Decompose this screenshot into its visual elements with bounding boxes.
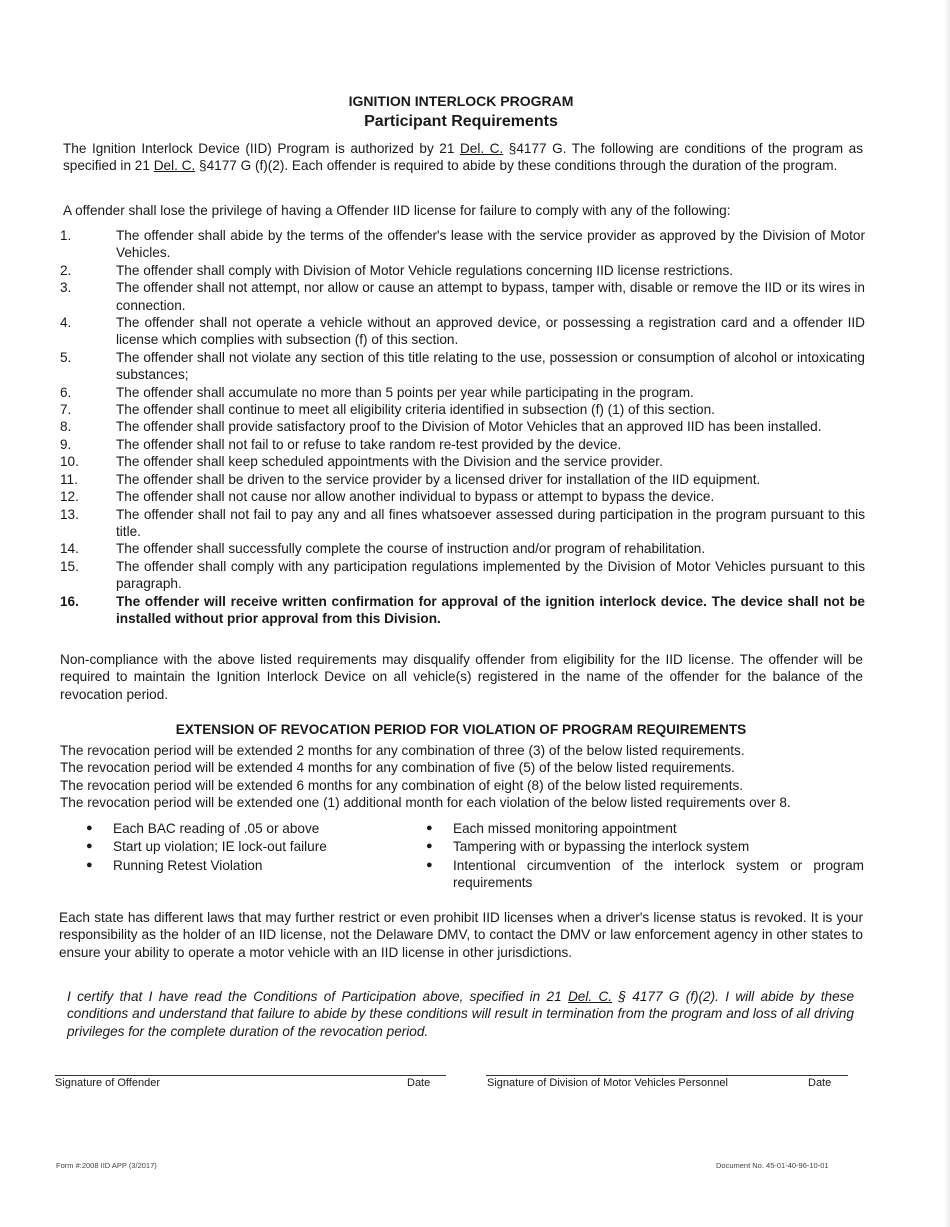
bullet-icon: ● [426,840,433,853]
extension-rule: The revocation period will be extended 6 months for any combination of eight (8) of the below listed requirements. [60,777,744,793]
certification-citation: Del. C. [567,989,613,1004]
offender-date-label: Date [407,1077,431,1089]
dmv-signature-line[interactable] [486,1075,848,1076]
list-item [60,349,865,384]
certification-statement [67,988,854,1040]
list-item [60,558,865,593]
list-item-text: The offender shall continue to meet all eligibility criteria identified in subsection (f) (1) of this section. [116,402,715,418]
list-item-text: The offender shall not attempt, nor allow or cause an attempt to bypass, tamper with, disable or remove the IID or its wires in connection. [116,280,865,313]
list-item-text: The offender shall not violate any section of this title relating to the use, possession or consumption of alcohol or intoxicating substances; [116,349,865,383]
intro-text-1: The Ignition Interlock Device (IID) Program is authorized by 21 [63,141,460,156]
list-item-number: 1. [60,228,72,243]
list-item-text: The offender shall keep scheduled appointments with the Division and the service provider. [116,454,663,470]
offender-signature-line[interactable] [55,1075,446,1076]
list-item-number: 5. [60,349,72,365]
list-item [426,838,864,855]
list-item-text: The offender shall accumulate no more than 5 points per year while participating in the program. [116,384,694,400]
list-item-number: 2. [60,262,72,278]
bullet-icon: ● [426,858,433,871]
list-item [60,488,865,505]
extension-rule: The revocation period will be extended 2 months for any combination of three (3) of the below listed requirements. [60,743,745,758]
page-edge-shadow [944,0,950,1227]
list-item [60,540,865,557]
extension-rule: The revocation period will be extended one (1) additional month for each violation of the below listed requirements over 8. [60,795,791,811]
certification-text-2: § 4177 G (f)(2). I will abide by these conditions and understand that failure to abide by these conditions will result in termination from the program and loss of all driving privileges for the complete duration of the revocation period. [67,989,855,1039]
list-item-text: The offender shall provide satisfactory proof to the Division of Motor Vehicles that an approved IID has been installed. [116,419,822,435]
list-item-number: 4. [60,315,72,331]
list-item-number: 15. [60,558,79,574]
list-item-number: 8. [60,419,72,435]
intro-citation-1: Del. C. [459,141,504,156]
list-item-text: The offender shall be driven to the service provider by a licensed driver for installation of the IID equipment. [116,471,761,487]
list-item [60,227,865,262]
document-subtitle: Participant Requirements [364,113,558,130]
list-item [426,857,864,892]
document-number: Document No. 45-01-40-96-10-01 [716,1161,829,1170]
list-item-text: The offender shall comply with Division of Motor Vehicle regulations concerning IID license restrictions. [116,262,734,278]
dmv-date-label: Date [808,1077,832,1089]
list-item-number: 3. [60,280,72,296]
list-item [60,418,865,435]
extension-rule: The revocation period will be extended 4 months for any combination of five (5) of the below listed requirements. [60,760,735,776]
list-item [60,384,865,401]
list-item-number: 6. [60,384,72,400]
list-item-text: The offender shall not fail to pay any and all fines whatsoever assessed during participation in the program pursuant to this title. [116,506,865,539]
document-title: IGNITION INTERLOCK PROGRAM [348,93,574,109]
list-item-text: Start up violation; IE lock-out failure [113,839,327,855]
list-item-text: The offender shall not fail to or refuse to take random re-test provided by the device. [116,436,622,452]
certification-text-1: I certify that I have read the Conditions of Participation above, specified in 21 [67,989,568,1004]
requirements-list [60,227,865,627]
extension-heading: EXTENSION OF REVOCATION PERIOD FOR VIOLATION OF PROGRAM REQUIREMENTS [175,722,747,737]
intro-text-2: §4177 G. The following are conditions of the program as specified in 21 [63,141,863,174]
state-laws-paragraph: Each state has different laws that may further restrict or even prohibit IID licenses when a driver's license status is revoked. It is your responsibility as the holder of an IID license, not the Delaware DMV, to contact the DMV or law enforcement agency in other states to ensure your ability to operate a motor vehicle with an IID license in other jurisdictions. [59,910,863,960]
list-item [86,857,386,874]
bullet-icon: ● [86,840,93,853]
list-item [60,593,865,628]
list-item [60,436,865,453]
list-item-number: 13. [60,506,79,522]
list-item [86,838,386,855]
list-item [60,453,865,470]
list-item [86,820,386,837]
list-item-text: Each BAC reading of .05 or above [113,821,320,836]
intro-text-3: §4177 G (f)(2). Each offender is required to abide by these conditions through the duration of the program. [195,158,838,174]
form-number: Form #:2008 IID APP (3/2017) [56,1161,157,1170]
offender-signature-label: Signature of Offender [55,1077,160,1089]
violations-list-left [86,820,386,875]
list-item [426,820,864,837]
list-item-number: 16. [60,593,79,609]
list-item-text: The offender shall abide by the terms of the offender's lease with the service provider as approved by the Division of Motor Vehicles. [116,228,865,261]
list-item [60,314,865,349]
intro-paragraph [63,140,863,175]
list-item-number: 9. [60,436,72,452]
list-item-text: Intentional circumvention of the interlock system or program requirements [453,857,864,891]
violations-list-right [426,820,864,893]
list-item-number: 14. [60,541,79,557]
list-item [60,471,865,488]
list-item-number: 7. [60,402,72,418]
list-item [60,401,865,418]
list-item-number: 10. [60,454,79,470]
extension-rules [60,742,880,812]
list-item-text: The offender shall not operate a vehicle without an approved device, or possessing a registration card and a offender IID license which complies with subsection (f) of this section. [116,315,865,348]
list-item-text: The offender shall comply with any participation regulations implemented by the Division of Motor Vehicles pursuant to this paragraph. [116,558,865,592]
list-item [60,279,865,314]
list-item [60,506,865,541]
list-item-text: The offender will receive written confirmation for approval of the ignition interlock device. The device shall not be installed without prior approval from this Division. [116,593,865,626]
list-item-text: The offender shall not cause nor allow another individual to bypass or attempt to bypass the device. [116,489,715,505]
lead-in-paragraph: A offender shall lose the privilege of having a Offender IID license for failure to comply with any of the following: [63,203,731,218]
dmv-signature-label: Signature of Division of Motor Vehicles Personnel [487,1077,728,1089]
list-item-number: 12. [60,489,79,505]
non-compliance-paragraph: Non-compliance with the above listed requirements may disqualify offender from eligibility for the IID license. The offender will be required to maintain the Ignition Interlock Device on all vehicle(s) registered in the name of the offender for the balance of the revocation period. [60,652,863,702]
list-item-text: Tampering with or bypassing the interlock system [453,839,750,855]
list-item-number: 11. [60,471,78,487]
list-item-text: Running Retest Violation [113,857,263,873]
list-item-text: The offender shall successfully complete the course of instruction and/or program of rehabilitation. [116,541,706,557]
bullet-icon: ● [86,822,93,834]
intro-citation-2: Del. C. [153,158,196,174]
list-item-text: Each missed monitoring appointment [453,821,677,836]
bullet-icon: ● [86,858,93,871]
list-item [60,262,865,279]
bullet-icon: ● [426,822,433,834]
